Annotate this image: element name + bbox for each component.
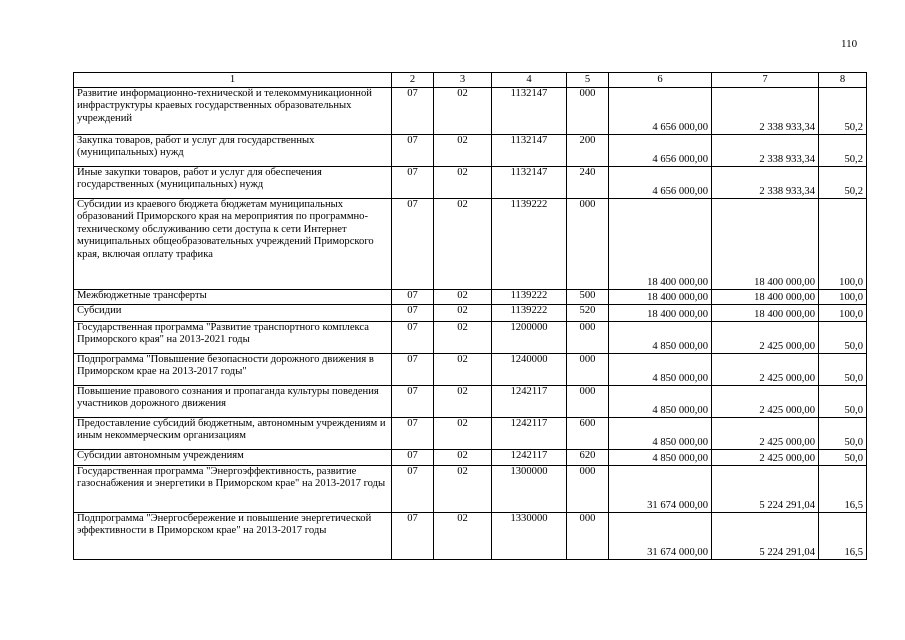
row-name: Межбюджетные трансферты bbox=[74, 290, 392, 305]
column-number-4: 4 bbox=[492, 73, 567, 88]
executed-amount: 2 338 933,34 bbox=[712, 135, 819, 167]
column-number-3: 3 bbox=[434, 73, 492, 88]
row-name: Предоставление субсидий бюджетным, автономным учреждениям и иным некоммерческим организациям bbox=[74, 418, 392, 450]
column-number-5: 5 bbox=[567, 73, 609, 88]
executed-amount: 2 425 000,00 bbox=[712, 354, 819, 386]
planned-amount: 4 850 000,00 bbox=[609, 450, 712, 466]
section-code: 07 bbox=[392, 199, 434, 290]
planned-amount: 4 850 000,00 bbox=[609, 322, 712, 354]
section-code: 07 bbox=[392, 167, 434, 199]
subsection-code: 02 bbox=[434, 305, 492, 322]
expense-type-code: 000 bbox=[567, 322, 609, 354]
section-code: 07 bbox=[392, 386, 434, 418]
executed-amount: 2 425 000,00 bbox=[712, 322, 819, 354]
table-row bbox=[74, 322, 867, 354]
section-code: 07 bbox=[392, 290, 434, 305]
table-row bbox=[74, 418, 867, 450]
executed-amount: 2 338 933,34 bbox=[712, 167, 819, 199]
target-article-code: 1139222 bbox=[492, 199, 567, 290]
planned-amount: 4 850 000,00 bbox=[609, 386, 712, 418]
execution-percent: 100,0 bbox=[819, 290, 867, 305]
column-number-1: 1 bbox=[74, 73, 392, 88]
expense-type-code: 000 bbox=[567, 354, 609, 386]
execution-percent: 100,0 bbox=[819, 199, 867, 290]
subsection-code: 02 bbox=[434, 167, 492, 199]
subsection-code: 02 bbox=[434, 450, 492, 466]
executed-amount: 18 400 000,00 bbox=[712, 199, 819, 290]
executed-amount: 5 224 291,04 bbox=[712, 466, 819, 513]
execution-percent: 100,0 bbox=[819, 305, 867, 322]
planned-amount: 4 656 000,00 bbox=[609, 167, 712, 199]
section-code: 07 bbox=[392, 88, 434, 135]
section-code: 07 bbox=[392, 135, 434, 167]
subsection-code: 02 bbox=[434, 135, 492, 167]
subsection-code: 02 bbox=[434, 386, 492, 418]
planned-amount: 4 656 000,00 bbox=[609, 135, 712, 167]
planned-amount: 31 674 000,00 bbox=[609, 513, 712, 560]
subsection-code: 02 bbox=[434, 513, 492, 560]
planned-amount: 4 850 000,00 bbox=[609, 418, 712, 450]
target-article-code: 1242117 bbox=[492, 386, 567, 418]
section-code: 07 bbox=[392, 418, 434, 450]
table-row bbox=[74, 199, 867, 290]
row-name: Подпрограмма "Повышение безопасности дорожного движения в Приморском крае на 2013-2017 годы" bbox=[74, 354, 392, 386]
column-number-7: 7 bbox=[712, 73, 819, 88]
target-article-code: 1132147 bbox=[492, 135, 567, 167]
row-name: Закупка товаров, работ и услуг для государственных (муниципальных) нужд bbox=[74, 135, 392, 167]
planned-amount: 18 400 000,00 bbox=[609, 305, 712, 322]
execution-percent: 50,0 bbox=[819, 354, 867, 386]
executed-amount: 5 224 291,04 bbox=[712, 513, 819, 560]
target-article-code: 1139222 bbox=[492, 305, 567, 322]
section-code: 07 bbox=[392, 466, 434, 513]
table-row bbox=[74, 305, 867, 322]
executed-amount: 2 338 933,34 bbox=[712, 88, 819, 135]
table-header-row bbox=[74, 73, 867, 88]
row-name: Иные закупки товаров, работ и услуг для обеспечения государственных (муниципальных) нужд bbox=[74, 167, 392, 199]
expense-type-code: 000 bbox=[567, 88, 609, 135]
execution-percent: 50,0 bbox=[819, 322, 867, 354]
subsection-code: 02 bbox=[434, 290, 492, 305]
column-number-2: 2 bbox=[392, 73, 434, 88]
execution-percent: 16,5 bbox=[819, 466, 867, 513]
planned-amount: 4 656 000,00 bbox=[609, 88, 712, 135]
execution-percent: 50,2 bbox=[819, 88, 867, 135]
section-code: 07 bbox=[392, 322, 434, 354]
row-name: Развитие информационно-технической и телекоммуникационной инфраструктуры краевых государственных образовательных учреждений bbox=[74, 88, 392, 135]
row-name: Субсидии автономным учреждениям bbox=[74, 450, 392, 466]
table-row bbox=[74, 466, 867, 513]
planned-amount: 4 850 000,00 bbox=[609, 354, 712, 386]
expense-type-code: 240 bbox=[567, 167, 609, 199]
executed-amount: 18 400 000,00 bbox=[712, 290, 819, 305]
expense-type-code: 520 bbox=[567, 305, 609, 322]
expense-type-code: 000 bbox=[567, 466, 609, 513]
executed-amount: 2 425 000,00 bbox=[712, 450, 819, 466]
execution-percent: 50,2 bbox=[819, 167, 867, 199]
row-name: Подпрограмма "Энергосбережение и повышение энергетической эффективности в Приморском крае" на 2013-2017 годы bbox=[74, 513, 392, 560]
executed-amount: 2 425 000,00 bbox=[712, 418, 819, 450]
subsection-code: 02 bbox=[434, 88, 492, 135]
section-code: 07 bbox=[392, 305, 434, 322]
planned-amount: 18 400 000,00 bbox=[609, 290, 712, 305]
expense-type-code: 000 bbox=[567, 199, 609, 290]
row-name: Повышение правового сознания и пропаганда культуры поведения участников дорожного движения bbox=[74, 386, 392, 418]
table-row bbox=[74, 513, 867, 560]
executed-amount: 2 425 000,00 bbox=[712, 386, 819, 418]
expense-type-code: 500 bbox=[567, 290, 609, 305]
execution-percent: 50,0 bbox=[819, 418, 867, 450]
table-row bbox=[74, 88, 867, 135]
table-row bbox=[74, 450, 867, 466]
target-article-code: 1330000 bbox=[492, 513, 567, 560]
target-article-code: 1132147 bbox=[492, 167, 567, 199]
column-number-6: 6 bbox=[609, 73, 712, 88]
table-row bbox=[74, 135, 867, 167]
expense-type-code: 620 bbox=[567, 450, 609, 466]
planned-amount: 18 400 000,00 bbox=[609, 199, 712, 290]
row-name: Государственная программа "Энергоэффективность, развитие газоснабжения и энергетики в Приморском крае" на 2013-2017 годы bbox=[74, 466, 392, 513]
subsection-code: 02 bbox=[434, 199, 492, 290]
table-row bbox=[74, 354, 867, 386]
row-name: Государственная программа "Развитие транспортного комплекса Приморского края" на 2013-2021 годы bbox=[74, 322, 392, 354]
section-code: 07 bbox=[392, 513, 434, 560]
planned-amount: 31 674 000,00 bbox=[609, 466, 712, 513]
subsection-code: 02 bbox=[434, 354, 492, 386]
subsection-code: 02 bbox=[434, 466, 492, 513]
subsection-code: 02 bbox=[434, 322, 492, 354]
execution-percent: 50,0 bbox=[819, 386, 867, 418]
row-name: Субсидии из краевого бюджета бюджетам муниципальных образований Приморского края на мероприятия по программно-техническому обслуживанию сети доступа к сети Интернет муниципальных общеобразовательных учреждений Приморского края, включая оплату трафика bbox=[74, 199, 392, 290]
target-article-code: 1242117 bbox=[492, 450, 567, 466]
executed-amount: 18 400 000,00 bbox=[712, 305, 819, 322]
expense-type-code: 200 bbox=[567, 135, 609, 167]
page-number: 110 bbox=[841, 38, 858, 50]
expense-type-code: 000 bbox=[567, 513, 609, 560]
table-row bbox=[74, 167, 867, 199]
target-article-code: 1139222 bbox=[492, 290, 567, 305]
expense-type-code: 000 bbox=[567, 386, 609, 418]
section-code: 07 bbox=[392, 450, 434, 466]
budget-table bbox=[73, 72, 867, 560]
execution-percent: 50,2 bbox=[819, 135, 867, 167]
execution-percent: 50,0 bbox=[819, 450, 867, 466]
target-article-code: 1242117 bbox=[492, 418, 567, 450]
expense-type-code: 600 bbox=[567, 418, 609, 450]
column-number-8: 8 bbox=[819, 73, 867, 88]
target-article-code: 1240000 bbox=[492, 354, 567, 386]
subsection-code: 02 bbox=[434, 418, 492, 450]
target-article-code: 1200000 bbox=[492, 322, 567, 354]
section-code: 07 bbox=[392, 354, 434, 386]
table-row bbox=[74, 386, 867, 418]
table-row bbox=[74, 290, 867, 305]
execution-percent: 16,5 bbox=[819, 513, 867, 560]
target-article-code: 1300000 bbox=[492, 466, 567, 513]
row-name: Субсидии bbox=[74, 305, 392, 322]
target-article-code: 1132147 bbox=[492, 88, 567, 135]
